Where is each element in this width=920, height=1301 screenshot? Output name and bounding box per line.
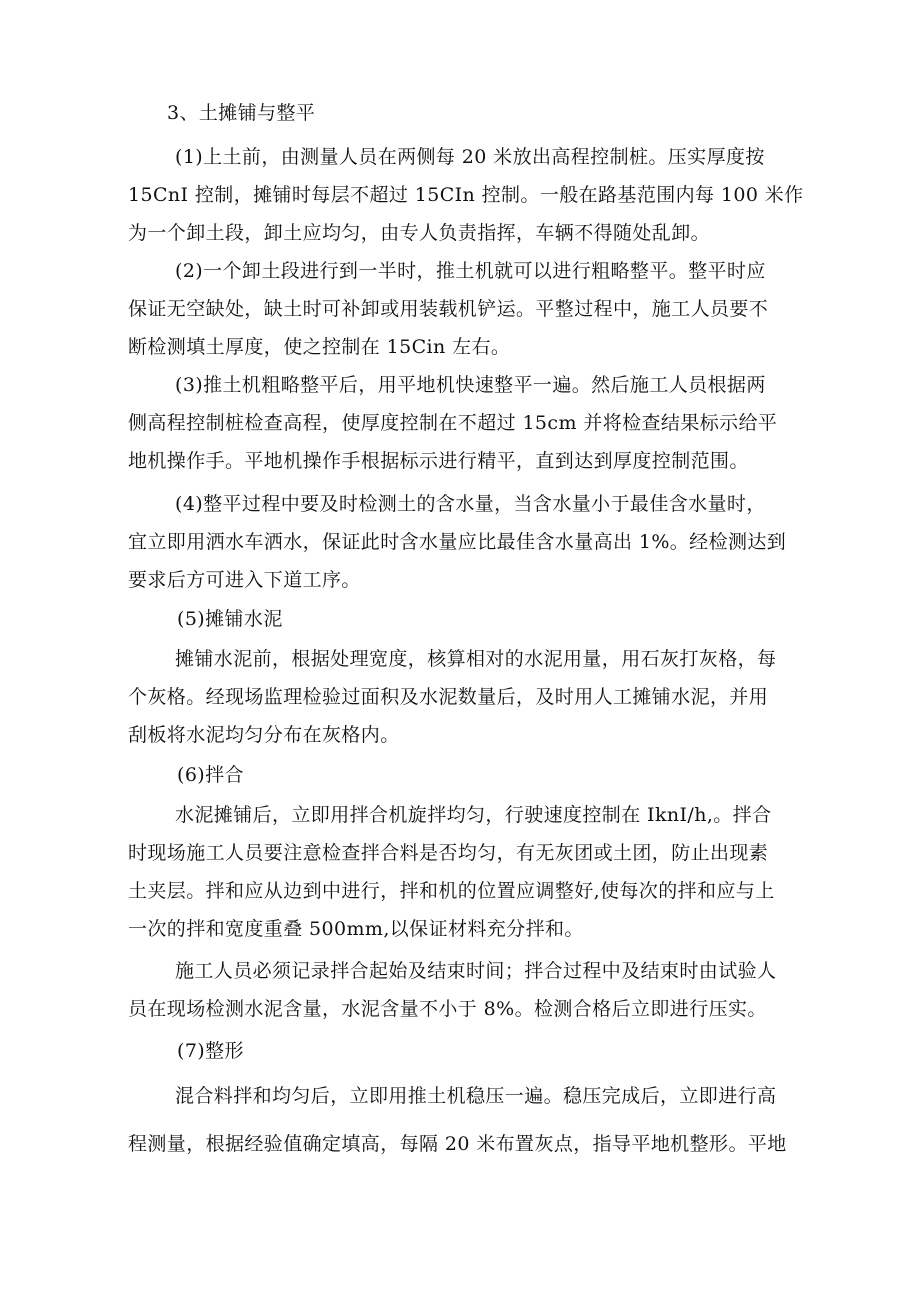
text-line: 侧高程控制桩检查高程，使厚度控制在不超过 15cm 并将检查结果标示给平	[128, 412, 778, 434]
text-line: 混合料拌和均匀后，立即用推土机稳压一遍。稳压完成后，立即进行高	[175, 1085, 777, 1107]
text-line: 施工人员必须记录拌合起始及结束时间；拌合过程中及结束时由试验人	[175, 960, 777, 982]
text-line: 时现场施工人员要注意检查拌合料是否均匀，有无灰团或土团，防止出现素	[128, 842, 769, 864]
text-line: (1)上土前，由测量人员在两侧每 20 米放出高程控制桩。压实厚度按	[175, 146, 765, 168]
text-line: 宜立即用洒水车洒水，保证此时含水量应比最佳含水量高出 1%。经检测达到	[128, 531, 787, 553]
text-line: 程测量，根据经验值确定填高，每隔 20 米布置灰点，指导平地机整形。平地	[128, 1133, 787, 1155]
section-heading: 3、土摊铺与整平	[167, 102, 316, 124]
text-line: (4)整平过程中要及时检测土的含水量，当含水量小于最佳含水量时，	[175, 493, 766, 515]
subsection-title: (5)摊铺水泥	[177, 608, 283, 630]
subsection-title: (7)整形	[177, 1040, 244, 1062]
text-line: 断检测填土厚度，使之控制在 15Cin 左右。	[128, 336, 511, 358]
text-line: 保证无空缺处，缺土时可补卸或用装载机铲运。平整过程中，施工人员要不	[128, 298, 769, 320]
subsection-title: (6)拌合	[177, 764, 244, 786]
text-line: 刮板将水泥均匀分布在灰格内。	[128, 724, 400, 746]
text-line: 员在现场检测水泥含量，水泥含量不小于 8%。检测合格后立即进行压实。	[128, 998, 767, 1020]
text-line: 15CnI 控制，摊铺时每层不超过 15CIn 控制。一般在路基范围内每 100 米作	[128, 184, 804, 206]
text-line: 水泥摊铺后，立即用拌合机旋拌均匀，行驶速度控制在 IknI/h,。拌合	[175, 804, 772, 826]
text-line: 一次的拌和宽度重叠 500mm,以保证材料充分拌和。	[128, 918, 584, 940]
text-line: 要求后方可进入下道工序。	[128, 569, 361, 591]
text-line: 摊铺水泥前，根据处理宽度，核算相对的水泥用量，用石灰打灰格，每	[175, 648, 777, 670]
text-line: 个灰格。经现场监理检验过面积及水泥数量后，及时用人工摊铺水泥，并用	[128, 686, 769, 708]
text-line: 土夹层。拌和应从边到中进行，拌和机的位置应调整好,使每次的拌和应与上	[128, 880, 775, 902]
text-line: (2)一个卸土段进行到一半时，推土机就可以进行粗略整平。整平时应	[175, 260, 766, 282]
text-line: (3)推土机粗略整平后，用平地机快速整平一遍。然后施工人员根据两	[175, 374, 766, 396]
text-line: 地机操作手。平地机操作手根据标示进行精平，直到达到厚度控制范围。	[128, 450, 749, 472]
text-line: 为一个卸土段，卸土应均匀，由专人负责指挥，车辆不得随处乱卸。	[128, 222, 711, 244]
